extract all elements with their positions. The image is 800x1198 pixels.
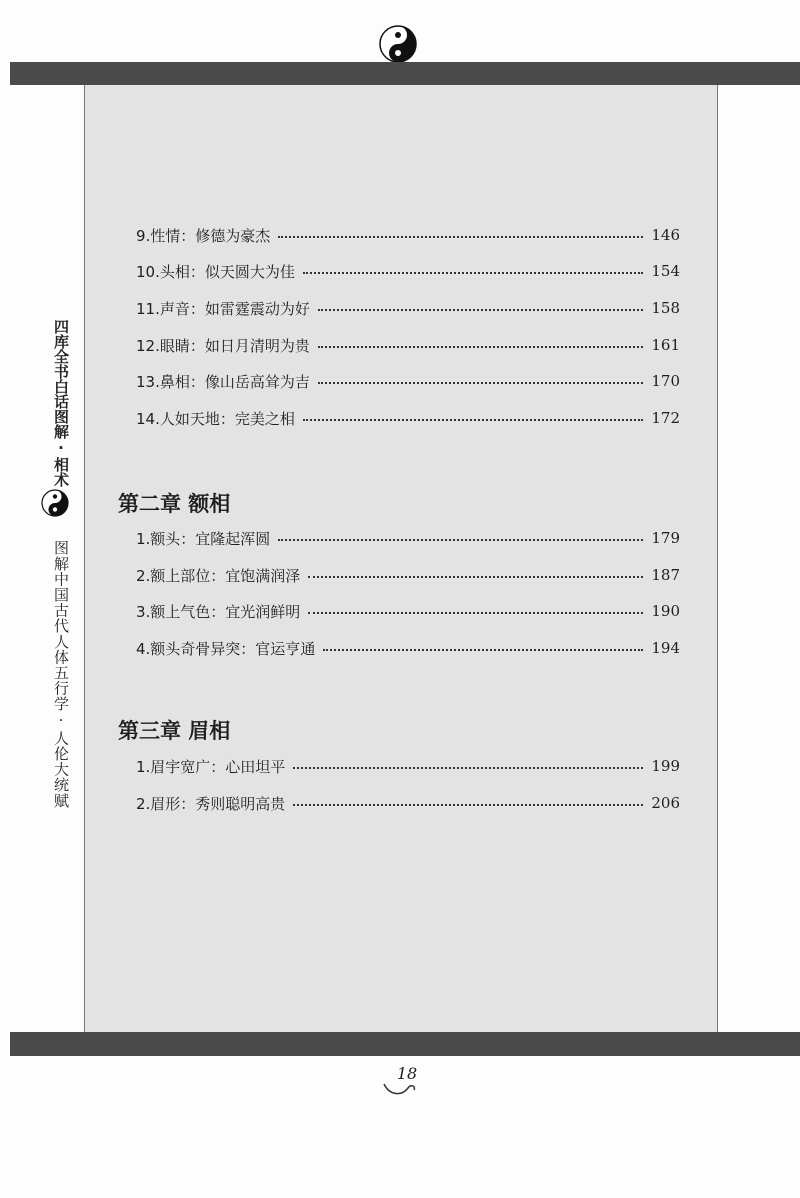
- toc-entry-page: 187: [651, 566, 680, 584]
- toc-entry-page: 158: [651, 299, 680, 317]
- header-bar: [10, 62, 800, 85]
- toc-entry-page: 146: [651, 226, 680, 244]
- toc-entry-title: 4.额头奇骨异突：官运亨通: [136, 639, 316, 658]
- toc-entry-title: 14.人如天地：完美之相: [136, 409, 295, 428]
- dot-leader: [318, 346, 644, 348]
- chapter-heading[interactable]: 第二章 额相: [118, 491, 231, 516]
- toc-entry[interactable]: [136, 404, 680, 432]
- ornament-swirl-icon: [380, 1078, 420, 1098]
- toc-entry[interactable]: [136, 524, 680, 552]
- toc-entry[interactable]: [136, 634, 680, 662]
- toc-entry-title: 11.声音：如雷霆震动为好: [136, 299, 310, 318]
- toc-entry[interactable]: [136, 789, 680, 817]
- toc-entry-page: 172: [651, 409, 680, 427]
- toc-entry[interactable]: [136, 752, 680, 780]
- toc-entry[interactable]: [136, 257, 680, 285]
- toc-entry-page: 206: [651, 794, 680, 812]
- dot-leader: [308, 612, 643, 614]
- footer-bar: [10, 1032, 800, 1056]
- toc-entry-title: 1.额头：宜隆起浑圆: [136, 529, 271, 548]
- dot-leader: [323, 649, 643, 651]
- dot-leader: [318, 309, 644, 311]
- yin-yang-icon: [378, 24, 418, 64]
- toc-entry-title: 2.眉形：秀则聪明高贵: [136, 794, 286, 813]
- toc-entry[interactable]: [136, 367, 680, 395]
- toc-entry-title: 13.鼻相：像山岳高耸为吉: [136, 372, 310, 391]
- toc-entry[interactable]: [136, 221, 680, 249]
- dot-leader: [308, 576, 643, 578]
- dot-leader: [293, 804, 643, 806]
- series-title: 四库全书白话图解·相术: [52, 319, 70, 487]
- dot-leader: [303, 272, 644, 274]
- dot-leader: [293, 767, 643, 769]
- toc-entry-title: 9.性情：修德为豪杰: [136, 226, 271, 245]
- toc-entry-title: 12.眼睛：如日月清明为贵: [136, 336, 310, 355]
- toc-entry-page: 194: [651, 639, 680, 657]
- toc-entry[interactable]: [136, 561, 680, 589]
- toc-entry[interactable]: [136, 597, 680, 625]
- dot-leader: [303, 419, 644, 421]
- toc-entry-page: 170: [651, 372, 680, 390]
- toc-entry-title: 3.额上气色：宜光润鲜明: [136, 602, 301, 621]
- toc-entry-page: 190: [651, 602, 680, 620]
- toc-entry-title: 10.头相：似天圆大为佳: [136, 262, 295, 281]
- dot-leader: [278, 539, 643, 541]
- toc-entry-page: 199: [651, 757, 680, 775]
- toc-entry-page: 161: [651, 336, 680, 354]
- book-subtitle: 图解中国古代人体五行学·人伦大统赋: [52, 539, 70, 809]
- toc-entry-title: 1.眉宇宽广：心田坦平: [136, 757, 286, 776]
- dot-leader: [318, 382, 644, 384]
- toc-entry[interactable]: [136, 331, 680, 359]
- toc-entry-title: 2.额上部位：宜饱满润泽: [136, 566, 301, 585]
- toc-entry-page: 154: [651, 262, 680, 280]
- toc-entry[interactable]: [136, 294, 680, 322]
- page-number: 18: [396, 1064, 418, 1083]
- dot-leader: [278, 236, 643, 238]
- toc-entry-page: 179: [651, 529, 680, 547]
- chapter-heading[interactable]: 第三章 眉相: [118, 718, 231, 743]
- yin-yang-icon: [40, 488, 70, 518]
